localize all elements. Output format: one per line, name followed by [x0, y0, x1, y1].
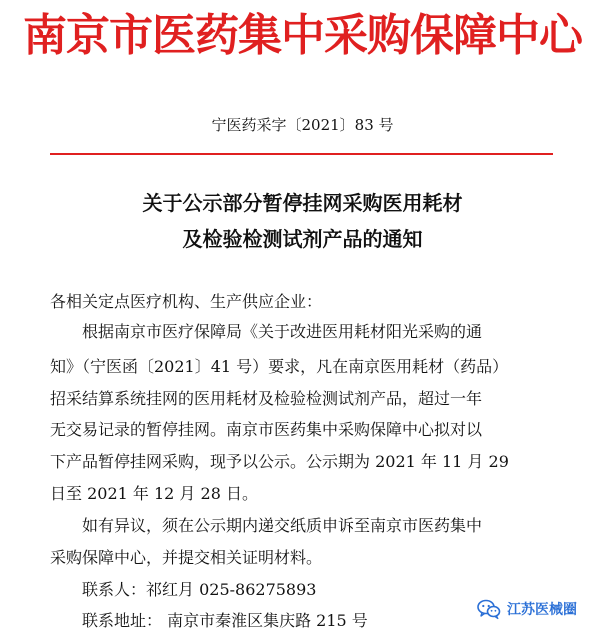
- paragraph-1-line: 无交易记录的暂停挂网。南京市医药集中采购保障中心拟对以: [50, 420, 483, 439]
- paragraph-1-line: 知》（宁医函〔2021〕41 号）要求，凡在南京医用耗材（药品）: [50, 357, 509, 376]
- document-number: 宁医药采字〔2021〕83 号: [211, 116, 394, 134]
- contact-person: 联系人：祁红月 025-86275893: [82, 580, 317, 599]
- watermark: [477, 596, 577, 622]
- paragraph-1-line: 下产品暂停挂网采购，现予以公示。公示期为 2021 年 11 月 29: [50, 452, 509, 471]
- salutation: 各相关定点医疗机构、生产供应企业：: [50, 292, 323, 311]
- paragraph-2-line: 如有异议，须在公示期内递交纸质申诉至南京市医药集中: [82, 516, 483, 535]
- paragraph-1-line: 根据南京市医疗保障局《关于改进医用耗材阳光采购的通: [82, 322, 483, 341]
- paragraph-1-line: 日至 2021 年 12 月 28 日。: [50, 484, 258, 503]
- watermark-label: 江苏医械圈: [507, 602, 577, 618]
- org-header-title: 南京市医药集中采购保障中心: [23, 10, 582, 61]
- notice-title-line-1: 关于公示部分暂停挂网采购医用耗材: [142, 191, 463, 215]
- paragraph-2-line: 采购保障中心，并提交相关证明材料。: [50, 548, 323, 567]
- red-divider: [50, 153, 553, 155]
- paragraph-1-line: 招采结算系统挂网的医用耗材及检验检测试剂产品，超过一年: [50, 389, 483, 408]
- wechat-icon: [477, 598, 501, 620]
- notice-title-line-2: 及检验检测试剂产品的通知: [182, 227, 423, 251]
- contact-address: 联系地址： 南京市秦淮区集庆路 215 号: [82, 611, 368, 630]
